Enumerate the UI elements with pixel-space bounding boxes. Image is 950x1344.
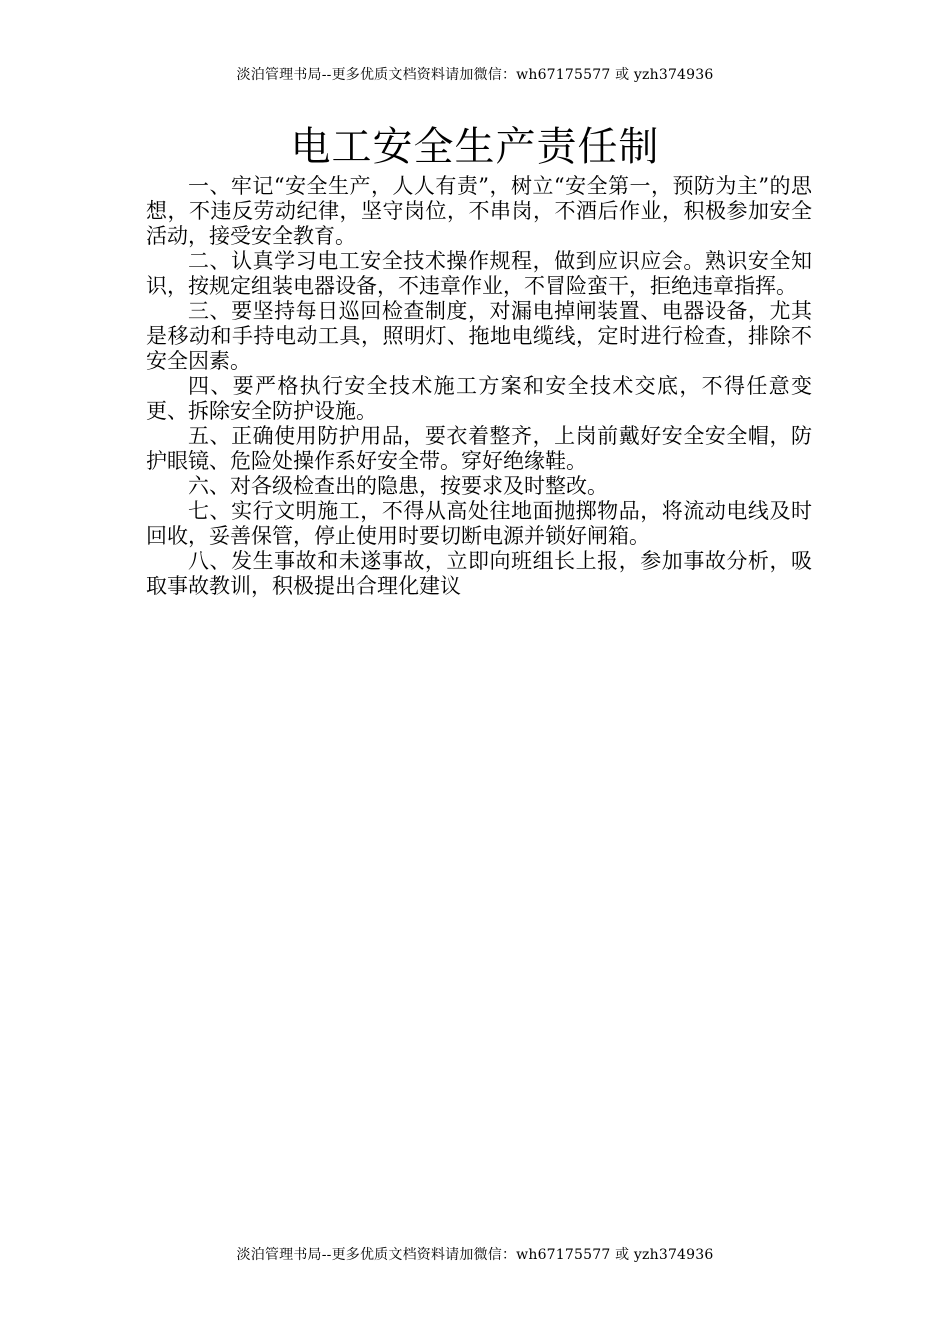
page-footer-note: 淡泊管理书局--更多优质文档资料请加微信：wh67175577 或 yzh374936 xyxy=(236,1247,714,1263)
paragraph-5: 五、正确使用防护用品，要衣着整齐，上岗前戴好安全安全帽，防护眼镜、危险处操作系好安全带。穿好绝缘鞋。 xyxy=(146,424,812,473)
document-title: 电工安全生产责任制 xyxy=(290,124,660,170)
document-body xyxy=(146,174,812,599)
paragraph-1: 一、牢记“安全生产，人人有责”，树立“安全第一，预防为主”的思想，不违反劳动纪律，坚守岗位，不串岗，不酒后作业，积极参加安全活动，接受安全教育。 xyxy=(146,174,812,248)
paragraph-8: 八、发生事故和未遂事故，立即向班组长上报，参加事故分析，吸取事故教训，积极提出合理化建议 xyxy=(146,549,812,598)
paragraph-6: 六、对各级检查出的隐患，按要求及时整改。 xyxy=(188,474,608,498)
paragraph-2: 二、认真学习电工安全技术操作规程，做到应识应会。熟识安全知识，按规定组装电器设备，不违章作业，不冒险蛮干，拒绝违章指挥。 xyxy=(146,249,812,298)
paragraph-4: 四、要严格执行安全技术施工方案和安全技术交底，不得任意变更、拆除安全防护设施。 xyxy=(146,374,812,423)
paragraph-7: 七、实行文明施工，不得从高处往地面抛掷物品，将流动电线及时回收，妥善保管，停止使用时要切断电源并锁好闸箱。 xyxy=(146,499,812,548)
paragraph-3: 三、要坚持每日巡回检查制度，对漏电掉闸装置、电器设备，尤其是移动和手持电动工具，照明灯、拖地电缆线，定时进行检查，排除不安全因素。 xyxy=(146,299,812,373)
page-header-note: 淡泊管理书局--更多优质文档资料请加微信：wh67175577 或 yzh374936 xyxy=(236,67,714,83)
